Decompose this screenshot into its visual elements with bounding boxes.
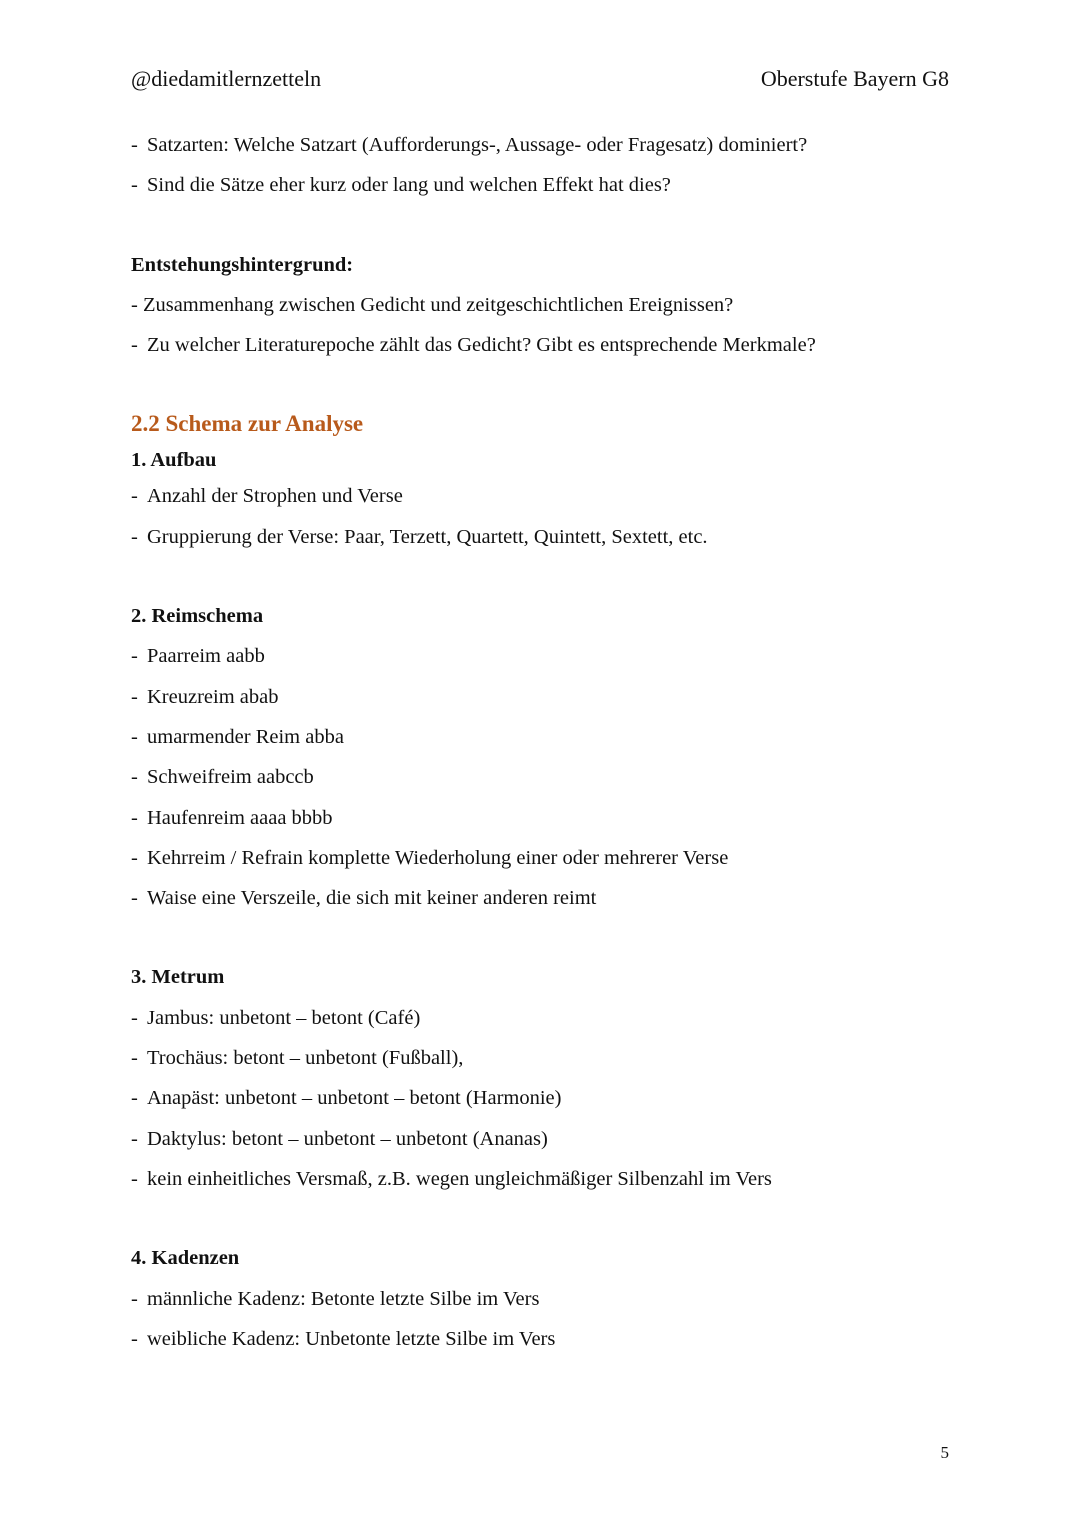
list-item [131,1043,951,1083]
list-item [131,330,951,370]
list-item [131,762,951,802]
bullet: - [131,846,138,869]
subsection-heading-reimschema: 2. Reimschema [131,605,264,628]
bullet: - [131,334,138,357]
list-item [131,722,951,762]
subsection-heading-metrum: 3. Metrum [131,966,225,989]
list-item-text: - Zusammenhang zwischen Gedicht und zeitgeschichtlichen Ereignissen? [131,293,734,316]
page-content [131,130,951,1364]
list-item [131,843,951,883]
list-item-text: Sind die Sätze eher kurz oder lang und welchen Effekt hat dies? [147,174,671,197]
bullet: - [131,525,138,548]
spacer [131,923,951,962]
list-item-text: Paarreim aabb [147,645,265,668]
background-heading: Entstehungshintergrund: [131,253,354,276]
bullet: - [131,1127,138,1150]
bullet: - [131,1047,138,1070]
list-item-text: Schweifreim aabccb [147,766,314,789]
list-item-text: Haufenreim aaaa bbbb [147,806,333,829]
bullet: - [131,806,138,829]
list-item [131,481,951,521]
list-item [131,1284,951,1324]
bullet: - [131,766,138,789]
list-item [131,682,951,722]
bullet: - [131,1327,138,1350]
list-item [131,1083,951,1123]
list-item-text: Waise eine Verszeile, die sich mit keiner anderen reimt [147,887,597,910]
bullet: - [131,1167,138,1190]
subsection-heading-kadenzen: 4. Kadenzen [131,1247,240,1270]
list-item-text: Kehrreim / Refrain komplette Wiederholung einer oder mehrerer Verse [147,846,729,869]
list-item [131,1124,951,1164]
spacer [131,562,951,601]
list-item-text: männliche Kadenz: Betonte letzte Silbe im Vers [147,1287,540,1310]
header-course-label: Oberstufe Bayern G8 [760,66,949,91]
bullet: - [131,645,138,668]
bullet: - [131,1087,138,1110]
header-author-handle: @diedamitlernzetteln [131,66,322,91]
list-item [131,170,951,210]
bullet: - [131,1006,138,1029]
list-item [131,641,951,681]
spacer [131,370,951,409]
list-item-text: Kreuzreim abab [147,685,279,708]
list-item-text: Anapäst: unbetont – unbetont – betont (Harmonie) [147,1087,562,1110]
bullet: - [131,725,138,748]
list-item-text: Jambus: unbetont – betont (Café) [147,1006,421,1029]
list-item-text: Gruppierung der Verse: Paar, Terzett, Quartett, Quintett, Sextett, etc. [147,525,708,548]
spacer [131,211,951,250]
bullet: - [131,685,138,708]
list-item [131,1164,951,1204]
list-item [131,130,951,170]
bullet: - [131,1287,138,1310]
list-item-text: umarmender Reim abba [147,725,344,748]
list-item-text: Daktylus: betont – unbetont – unbetont (Ananas) [147,1127,548,1150]
list-item-text: Anzahl der Strophen und Verse [147,485,403,508]
bullet: - [131,174,138,197]
subsection-heading-aufbau: 1. Aufbau [131,449,217,472]
list-item [131,1324,951,1364]
list-item-text: Zu welcher Literaturepoche zählt das Gedicht? Gibt es entsprechende Merkmale? [147,334,816,357]
list-item-text: weibliche Kadenz: Unbetonte letzte Silbe im Vers [147,1327,556,1350]
spacer [131,1204,951,1243]
list-item-text: Trochäus: betont – unbetont (Fußball), [147,1047,464,1070]
list-item-text: Satzarten: Welche Satzart (Aufforderungs-, Aussage- oder Fragesatz) dominiert? [147,134,808,156]
list-item-text: kein einheitliches Versmaß, z.B. wegen ungleichmäßiger Silbenzahl im Vers [147,1167,772,1190]
bullet: - [131,134,138,156]
list-item [131,522,951,562]
bullet: - [131,485,138,508]
list-item [131,883,951,923]
section-title: 2.2 Schema zur Analyse [131,411,364,437]
list-item [131,1003,951,1043]
bullet: - [131,887,138,910]
list-item [131,290,951,330]
page-number: 5 [940,1443,949,1462]
list-item [131,803,951,843]
page-header [131,64,949,94]
